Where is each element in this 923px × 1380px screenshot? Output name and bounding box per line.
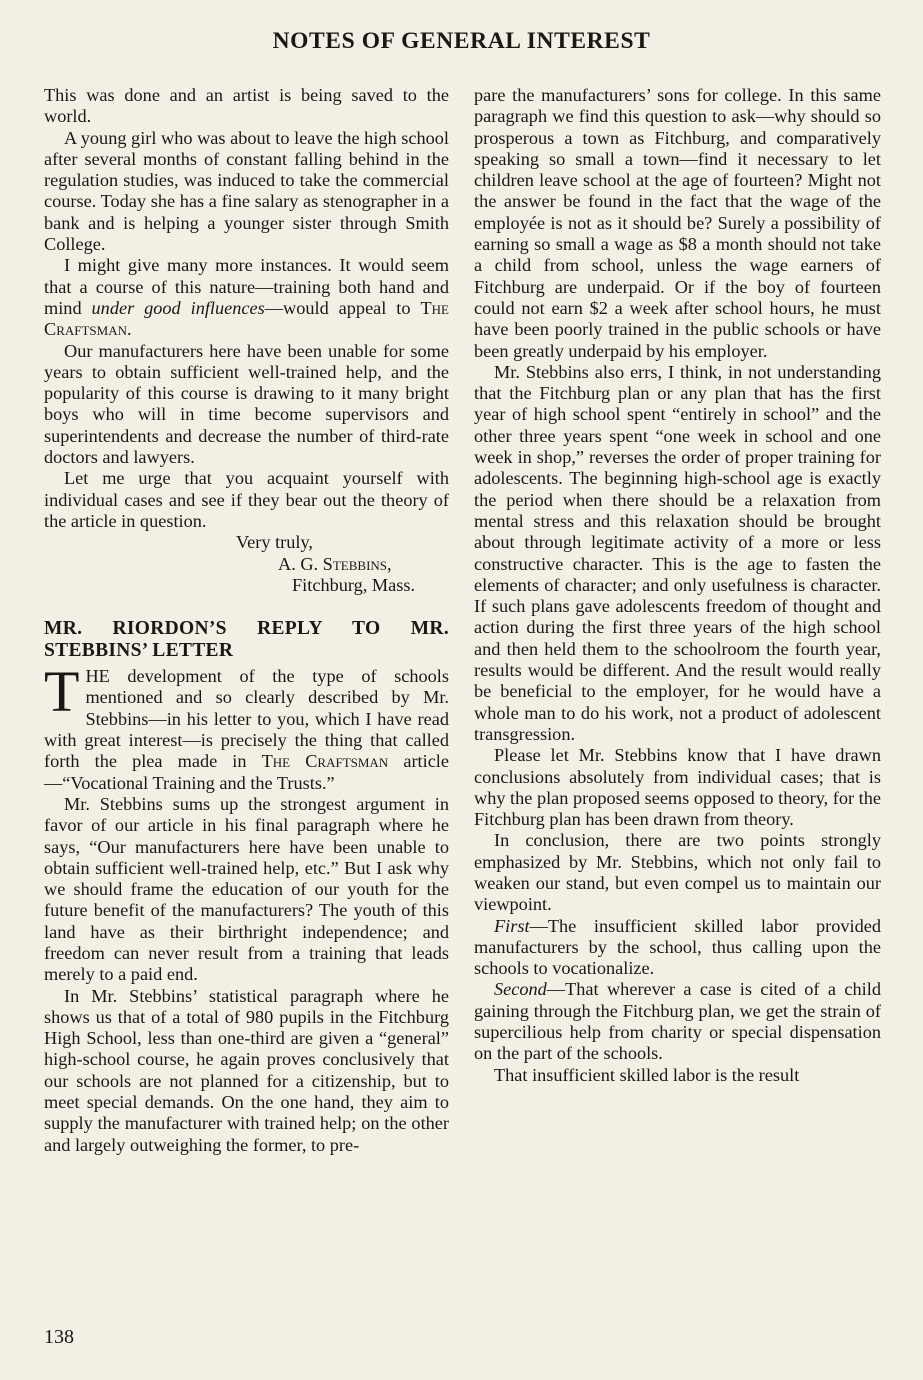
paragraph <box>44 659 449 794</box>
paragraph: Please let Mr. Stebbins know that I have drawn conclusions absolutely from individual cases; that is why the plan proposed seems opposed to theory, for the Fitchburg plan has been drawn from theory. <box>474 745 882 830</box>
section-heading: MR. RIORDON’S REPLY TO MR. STEBBINS’ LETTER <box>44 618 449 662</box>
paragraph-text: —That wherever a case is cited of a child gaining through the Fitchburg plan, we get the strain of supercilious help from charity or special dispensation on the part of the schools. <box>474 979 881 1064</box>
paragraph: This was done and an artist is being saved to the world. <box>44 85 449 127</box>
running-header: NOTES OF GENERAL INTEREST <box>272 28 651 54</box>
right-column <box>474 85 881 1086</box>
paragraph-text: —The insufficient skilled labor provided manufacturers by the school, thus calling upon the schools to vocationalize. <box>474 915 881 979</box>
emphasis: First <box>494 915 530 936</box>
paragraph: Our manufacturers here have been unable for some years to obtain sufficient well-trained help, and the popularity of this course is drawing to it many bright boys who will in time become supervisors and superintendents and decrease the number of third-rate doctors and lawyers. <box>44 340 449 468</box>
paragraph: Let me urge that you acquaint yourself with individual cases and see if they bear out the theory of the article in question. <box>44 468 449 531</box>
paragraph: Mr. Stebbins also errs, I think, in not understanding that the Fitchburg plan or any plan that has the first year of high school spent “entirely in school” and the other three years spent “one week in school and one week in shop,” reverses the order of proper training for adolescents. The beginning high-school age is exactly the period when there should be a relaxation from mental stress and this relaxation should be brought about through legitimate activity of a more or less constructive character. This is the age to fasten the elements of character; and only usefulness is character. If such plans gave adolescents freedom of thought and action during the first three years of the high school and then held them to the schoolroom the fourth year, results would be different. And the result would really be beneficial to the employer, for he would have a whole man to do his work, not a product of adolescent transgression. <box>474 361 881 744</box>
signature-name: A. G. Stebbins, <box>278 553 392 574</box>
drop-cap: T <box>44 659 80 725</box>
paragraph: Mr. Stebbins sums up the strongest argument in favor of our article in his final paragraph where he says, “Our manufacturers here have been unable to obtain sufficient well-trained help, etc.” But I ask why we should frame the education of our youth for the future benefit of the manufacturers? The youth of this land have as their birthright independence; and freedom can never result from a training that leads merely to a paid end. <box>44 793 449 985</box>
magazine-name: The Craftsman <box>44 297 449 340</box>
paragraph: A young girl who was about to leave the high school after several months of constant falling behind in the regulation studies, was induced to take the commercial course. Today she has a fine salary as stenographer in a bank and is helping a younger sister through Smith College. <box>44 127 449 255</box>
paragraph: In Mr. Stebbins’ statistical paragraph where he shows us that of a total of 980 pupils in the Fitchburg High School, less than one-third are given a “general” high-school course, he again proves conclusively that our schools are not planned for a citizenship, but to meet special demands. On the one hand, they aim to supply the manufacturer with trained help; on the other and largely outweighing the former, to pre- <box>44 985 449 1155</box>
paragraph-text: I might give many more instances. It would seem that a course of this nature—training both hand and mind <box>44 255 449 318</box>
paragraph-text: article—“Vocational Training and the Trusts.” <box>44 751 449 793</box>
paragraph: In conclusion, there are two points strongly emphasized by Mr. Stebbins, which not only fail to weaken our stand, but even compel us to maintain our viewpoint. <box>474 830 881 915</box>
paragraph <box>474 916 881 980</box>
paragraph-text: —would appeal to <box>264 297 411 318</box>
paragraph: pare the manufacturers’ sons for college. In this same paragraph we find this question to ask—why should so prosperous a town as Fitchburg, and comparatively speaking so small a town—find it necessary to let children leave school at the age of fourteen? Might not the answer be found in the fact that the wage of the employée is not as it should be? Surely a possibility of earning so small a wage as $8 a month should not take a child from school, unless the wage earners of Fitchburg are underpaid. Or if the boy of fourteen could not earn $2 a week after school hours, he must have been poorly trained in the public schools or have been greatly underpaid by his employer. <box>474 85 881 361</box>
left-column <box>44 85 449 1156</box>
page-number: 138 <box>44 1326 74 1348</box>
signature-place: Fitchburg, Mass. <box>292 574 416 595</box>
paragraph-text: HE development of the type of schools mentioned and so clearly described by Mr. Stebbins—in his letter to you, which I have read with great interest—is precisely the thing that called forth the plea made in <box>44 666 449 772</box>
paragraph: That insufficient skilled labor is the result <box>494 1064 800 1085</box>
emphasis: under good influences <box>91 297 265 318</box>
magazine-name: The Craftsman <box>261 751 389 772</box>
letter-closing: Very truly, <box>236 532 313 553</box>
paragraph <box>474 979 881 1064</box>
paragraph: I might give many more instances. It would seem that a course of this nature—training both hand and mind under good influences—would appeal to The Craftsman. <box>44 255 449 340</box>
emphasis: Second <box>494 979 547 1000</box>
